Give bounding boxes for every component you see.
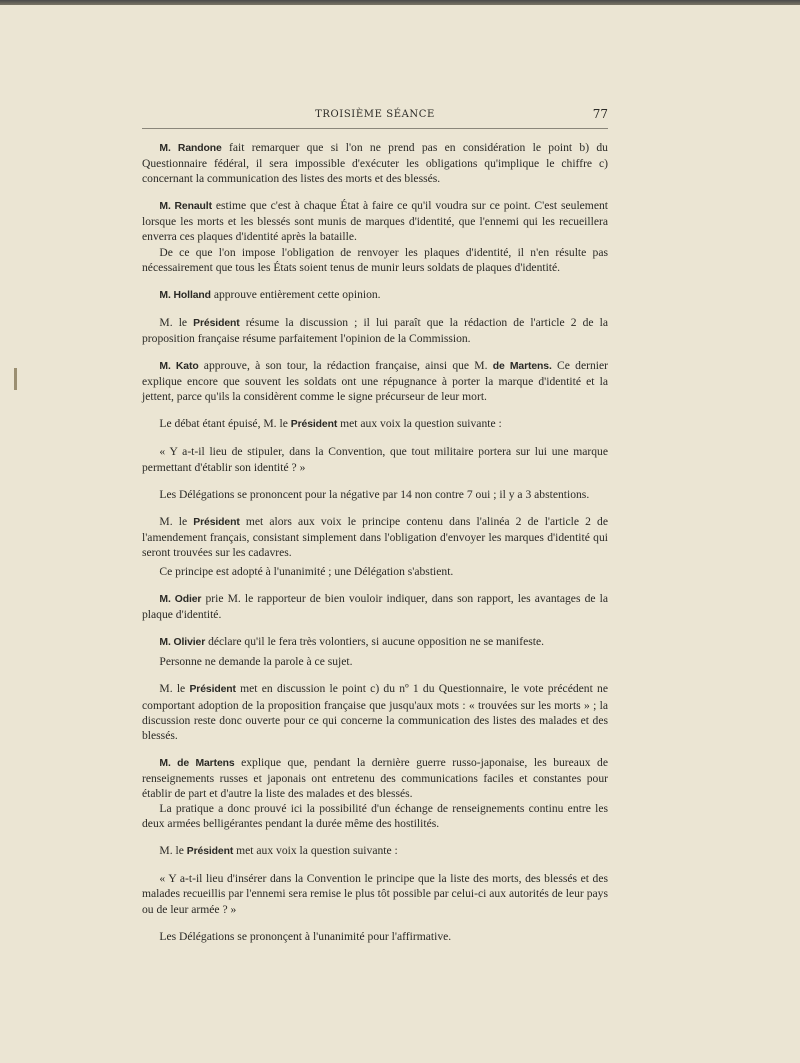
paragraph-vote-2 [142,929,608,944]
paragraph-text: déclare qu'il le fera très volontiers, si aucune opposition ne se manifeste. [205,635,545,649]
paragraph-text: estime que c'est à chaque État à faire ce qu'il voudra sur ce point. C'est seulement lorsque les morts et les blessés sont munis de marques d'identité, que l'ennemi qui les recueillera enverra ces plaques d'identité après la bataille. [142,199,608,244]
paragraph-personne [142,654,608,669]
paragraph-odier [142,591,608,622]
paragraph-text: met aux voix la question suivante : [233,844,398,858]
paragraph-president-3 [142,681,608,742]
paragraph-text: Ce principe est adopté à l'unanimité ; une Délégation s'abstient. [159,564,454,578]
paragraph-text: Personne ne demande la parole à ce sujet. [159,655,353,669]
speaker-name: Président [189,684,236,696]
paragraph-holland [142,287,608,303]
paragraph-olivier [142,634,608,650]
speaker-name: Président [193,317,240,329]
paragraph-text: La pratique a donc prouvé ici la possibilité d'un échange de renseignements continu entre les deux armées belligérantes pendant la durée même des hostilités. [142,802,608,831]
paragraph-text: met alors aux voix le principe contenu dans l'alinéa 2 de l'article 2 de l'amendement français, consistant simplement dans l'obligation d'envoyer les marques d'identité qui seront trouvées sur les cadavres. [142,514,608,559]
paragraph-prefix: Le débat étant épuisé, M. le [159,417,291,431]
paragraph-text: De ce que l'on impose l'obligation de renvoyer les plaques d'identité, il n'en résulte pas nécessairement que tous les États soient tenus de munir leurs soldats de plaques d'identité. [142,245,608,274]
speaker-name: M. de Martens [159,757,235,769]
paragraph-question-1 [142,444,608,474]
paragraph-prefix: M. le [159,844,187,858]
speaker-name: Président [290,419,338,431]
paragraph-president-2 [142,514,608,560]
body-text [142,140,608,944]
paragraph-renault [142,198,608,244]
page-header [142,106,608,122]
paragraph-renault-cont [142,245,608,275]
paragraph-randone [142,140,608,186]
speaker-name-2: de Martens. [492,361,552,373]
paragraph-prefix: M. le [159,682,190,696]
page-number: 77 [592,107,608,121]
paragraph-text: met en discussion le point c) du nº 1 du Questionnaire, le vote précédent ne comportant adoption de la proposition française que jusqu'aux mots : « trouvées sur les morts » ; la discussion reste donc ouverte pour ce qui concerne la communication des listes des malades et des blessés. [142,682,608,742]
speaker-name: M. Olivier [159,637,206,649]
speaker-name: M. Randone [159,143,222,154]
paragraph-president-4 [142,843,608,859]
paragraph-text: « Y a-t-il lieu d'insérer dans la Convention le principe que la liste des morts, des blessés et des malades recueillis par l'ennemi sera remise le plus tôt possible par celui-ci aux autorités de leur pays ou de leur armée ? » [142,872,608,916]
paragraph-text: « Y a-t-il lieu de stipuler, dans la Convention, que tout militaire portera sur lui une marque permettant d'établir son identité ? » [142,445,608,474]
speaker-name: M. Kato [159,361,199,373]
paragraph-text: approuve entièrement cette opinion. [210,287,381,301]
paragraph-vote-1 [142,487,608,502]
speaker-name: M. Holland [159,289,211,301]
running-title: TROISIÈME SÉANCE [315,109,435,120]
speaker-name: M. Odier [159,594,202,606]
paragraph-text: prie M. le rapporteur de bien vouloir indiquer, dans son rapport, les avantages de la plaque d'identité. [142,592,608,622]
page-top-edge [0,0,800,5]
header-rule [142,128,608,129]
paragraph-debat [142,416,608,432]
paragraph-text: approuve, à son tour, la rédaction française, ainsi que M. [198,359,493,373]
margin-mark [14,368,17,390]
paragraph-text-2: Ce dernier explique encore que souvent les soldats ont une répugnance à porter la marque d'identité et la jettent, parce qu'ils la considèrent comme le signe précurseur de leur mort. [142,359,608,404]
paragraph-text: fait remarquer que si l'on ne prend pas en considération le point b) du Questionnaire fédéral, il sera impossible d'exécuter les obligations qu'implique le chiffre c) concernant la communication des listes des morts et des blessés. [142,141,608,186]
paragraph-de-martens [142,755,608,801]
paragraph-kato [142,358,608,404]
paragraph-question-2 [142,871,608,916]
paragraph-text: met aux voix la question suivante : [337,417,502,431]
paragraph-prefix: M. le [159,315,194,329]
paragraph-text: Les Délégations se prononcent pour la négative par 14 non contre 7 oui ; il y a 3 abstentions. [159,487,590,501]
paragraph-text: résume la discussion ; il lui paraît que la rédaction de l'article 2 de la proposition française résume parfaitement l'opinion de la Commission. [142,315,608,345]
speaker-name: Président [186,846,234,858]
speaker-name: Président [193,516,240,528]
paragraph-text: Les Délégations se prononçent à l'unanimité pour l'affirmative. [159,929,452,943]
speaker-name: M. Renault [159,201,212,213]
paragraph-pratique [142,801,608,831]
paragraph-text: explique que, pendant la dernière guerre russo-japonaise, les bureaux de renseignements russes et japonais ont entretenu des communications faciles et constantes pour établir de part et d'autre la liste des malades et des blessés. [142,755,608,800]
paragraph-principe [142,564,608,579]
paragraph-prefix: M. le [159,514,194,528]
paragraph-president-1 [142,315,608,346]
